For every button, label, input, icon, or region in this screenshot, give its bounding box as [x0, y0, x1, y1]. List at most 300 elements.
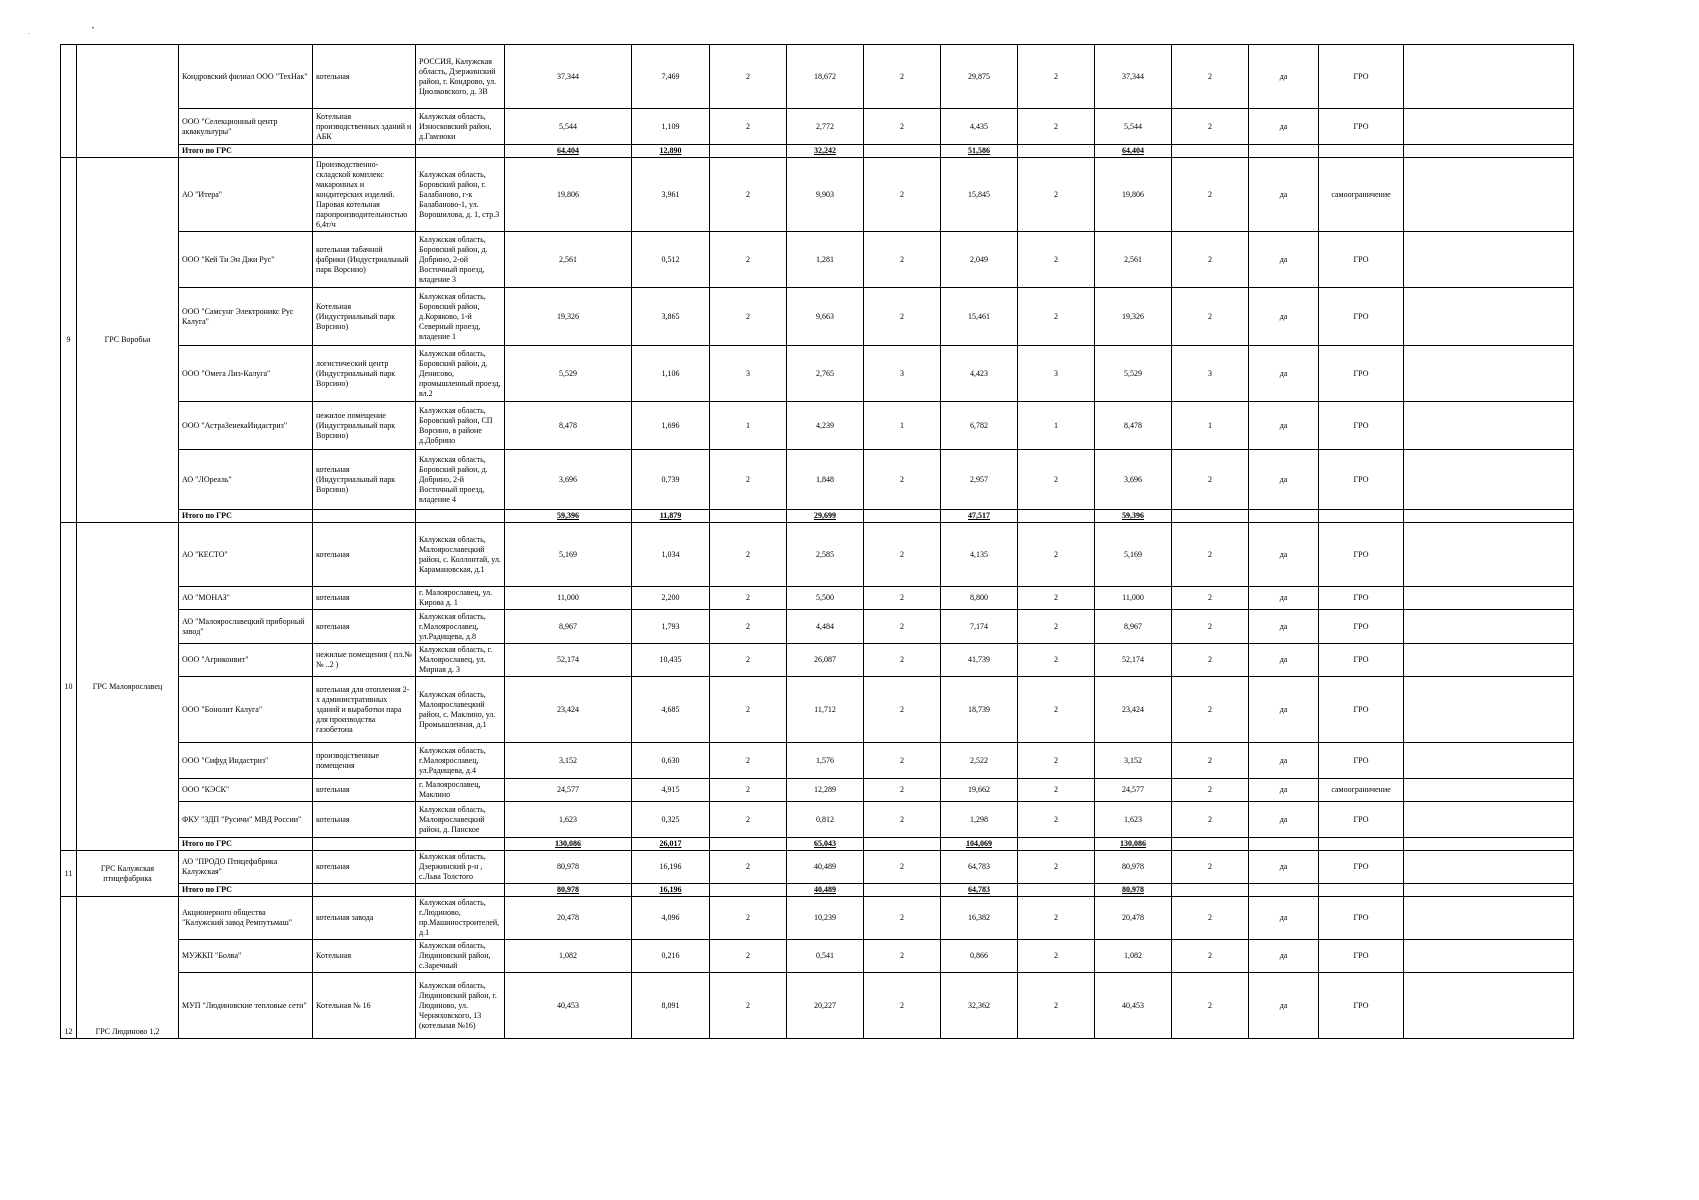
category-cell: 2 [1172, 45, 1249, 109]
category-cell: 2 [710, 644, 787, 677]
consumer-row [61, 523, 1574, 587]
value-cell: 19,806 [1095, 158, 1172, 232]
value-cell: 0,325 [632, 802, 710, 838]
consumer-cell: ООО "Бонолит Калуга" [179, 677, 313, 743]
consumer-row [61, 973, 1574, 1039]
category-cell: 2 [864, 897, 941, 940]
value-cell: 4,096 [632, 897, 710, 940]
empty-cell [1404, 402, 1574, 450]
value-cell: 2,561 [1095, 232, 1172, 288]
value-cell: 0,739 [632, 450, 710, 510]
value-cell: 0,866 [941, 940, 1018, 973]
value-cell: 5,500 [787, 587, 864, 610]
value-cell: 1,082 [1095, 940, 1172, 973]
gas-consumers-table [60, 44, 1574, 1039]
category-cell: 2 [864, 45, 941, 109]
category-cell: 1 [710, 402, 787, 450]
value-cell: 1,082 [505, 940, 632, 973]
agreement-cell: да [1249, 450, 1319, 510]
category-cell: 2 [864, 973, 941, 1039]
agreement-cell: да [1249, 897, 1319, 940]
agreement-cell: да [1249, 940, 1319, 973]
object-cell: котельная [313, 523, 416, 587]
value-cell: 4,484 [787, 610, 864, 644]
regime-cell: ГРО [1319, 677, 1404, 743]
value-cell: 2,561 [505, 232, 632, 288]
address-cell: РОССИЯ, Калужская область, Дзержинский район, г. Кондрово, ул. Циолковского, д. 3В [416, 45, 505, 109]
empty-cell [864, 510, 941, 523]
category-cell: 2 [1018, 288, 1095, 346]
category-cell: 2 [710, 851, 787, 884]
value-cell: 20,478 [1095, 897, 1172, 940]
category-cell: 2 [710, 940, 787, 973]
value-cell: 15,461 [941, 288, 1018, 346]
object-cell: котельная [313, 45, 416, 109]
category-cell: 1 [1018, 402, 1095, 450]
category-cell: 2 [1172, 677, 1249, 743]
consumer-cell: ООО "Агриконвит" [179, 644, 313, 677]
agreement-cell: да [1249, 851, 1319, 884]
group-number: 11 [61, 851, 77, 897]
total-label: Итого по ГРС [179, 510, 313, 523]
object-cell: котельная [313, 851, 416, 884]
consumer-cell: ФКУ "ЗДП "Русичи" МВД России" [179, 802, 313, 838]
empty-cell [1172, 145, 1249, 158]
empty-cell [1404, 940, 1574, 973]
value-cell: 2,049 [941, 232, 1018, 288]
value-cell: 5,529 [1095, 346, 1172, 402]
value-cell: 9,903 [787, 158, 864, 232]
empty-cell [1319, 145, 1404, 158]
category-cell: 2 [1018, 743, 1095, 779]
regime-cell: ГРО [1319, 851, 1404, 884]
category-cell: 2 [1172, 779, 1249, 802]
value-cell: 40,453 [1095, 973, 1172, 1039]
value-cell: 19,326 [505, 288, 632, 346]
address-cell: Калужская область, Малоярославецкий район, с. Коллонтай, ул. Карамановская, д.1 [416, 523, 505, 587]
consumer-cell: АО "Итера" [179, 158, 313, 232]
empty-cell [1404, 802, 1574, 838]
regime-cell: ГРО [1319, 402, 1404, 450]
total-value: 64,404 [505, 145, 632, 158]
value-cell: 23,424 [1095, 677, 1172, 743]
empty-cell [1249, 510, 1319, 523]
regime-cell: ГРО [1319, 973, 1404, 1039]
category-cell: 2 [1018, 677, 1095, 743]
value-cell: 7,174 [941, 610, 1018, 644]
address-cell: г. Малоярославец, Маклино [416, 779, 505, 802]
address-cell: Калужская область, г. Малоярославец, ул. Мирная д. 3 [416, 644, 505, 677]
value-cell: 52,174 [1095, 644, 1172, 677]
value-cell: 7,469 [632, 45, 710, 109]
category-cell: 2 [864, 158, 941, 232]
address-cell: Калужская область, г.Людиново, пр.Машиностроителей, д.1 [416, 897, 505, 940]
consumer-row [61, 743, 1574, 779]
category-cell: 2 [1172, 940, 1249, 973]
category-cell: 2 [710, 109, 787, 145]
agreement-cell: да [1249, 109, 1319, 145]
total-value: 29,699 [787, 510, 864, 523]
empty-cell [1172, 510, 1249, 523]
empty-cell [710, 145, 787, 158]
empty-cell [710, 884, 787, 897]
empty-cell [1404, 145, 1574, 158]
regime-cell: ГРО [1319, 346, 1404, 402]
category-cell: 2 [1172, 851, 1249, 884]
value-cell: 2,200 [632, 587, 710, 610]
value-cell: 0,812 [787, 802, 864, 838]
value-cell: 80,978 [505, 851, 632, 884]
category-cell: 2 [864, 779, 941, 802]
grs-name: ГРС Малоярославец [77, 523, 179, 851]
total-value: 51,586 [941, 145, 1018, 158]
value-cell: 5,169 [1095, 523, 1172, 587]
agreement-cell: да [1249, 973, 1319, 1039]
category-cell: 2 [710, 523, 787, 587]
object-cell: котельная табачной фабрики (Индустриальный парк Ворсино) [313, 232, 416, 288]
empty-cell [1404, 851, 1574, 884]
agreement-cell: да [1249, 802, 1319, 838]
object-cell: котельная [313, 802, 416, 838]
value-cell: 11,000 [505, 587, 632, 610]
empty-cell [313, 145, 416, 158]
total-value: 12,890 [632, 145, 710, 158]
total-value: 80,978 [1095, 884, 1172, 897]
address-cell: Калужская область, Боровский район, д. Добрино, 2-ой Восточный проезд, владение 3 [416, 232, 505, 288]
total-row [61, 145, 1574, 158]
category-cell: 2 [710, 973, 787, 1039]
empty-cell [1172, 838, 1249, 851]
address-cell: Калужская область, Людиновский район, с.Заречный [416, 940, 505, 973]
category-cell: 2 [710, 288, 787, 346]
agreement-cell: да [1249, 677, 1319, 743]
empty-cell [1018, 145, 1095, 158]
total-value: 65,043 [787, 838, 864, 851]
category-cell: 3 [710, 346, 787, 402]
consumer-row [61, 450, 1574, 510]
value-cell: 9,663 [787, 288, 864, 346]
value-cell: 4,435 [941, 109, 1018, 145]
address-cell: Калужская область, г.Малоярославец, ул.Радищева, д.4 [416, 743, 505, 779]
category-cell: 2 [1172, 523, 1249, 587]
object-cell: Котельная производственных зданий и АБК [313, 109, 416, 145]
consumer-row [61, 109, 1574, 145]
empty-cell [1404, 450, 1574, 510]
value-cell: 3,961 [632, 158, 710, 232]
group-number [61, 45, 77, 158]
category-cell: 2 [1018, 450, 1095, 510]
value-cell: 1,623 [1095, 802, 1172, 838]
category-cell: 2 [710, 450, 787, 510]
value-cell: 3,152 [505, 743, 632, 779]
value-cell: 52,174 [505, 644, 632, 677]
value-cell: 4,239 [787, 402, 864, 450]
value-cell: 3,152 [1095, 743, 1172, 779]
object-cell: котельная [313, 610, 416, 644]
empty-cell [1404, 232, 1574, 288]
value-cell: 19,806 [505, 158, 632, 232]
category-cell: 2 [864, 610, 941, 644]
category-cell: 2 [710, 743, 787, 779]
address-cell: Калужская область, Боровский район, СП Ворсино, в районе д.Добрино [416, 402, 505, 450]
category-cell: 2 [1018, 779, 1095, 802]
value-cell: 1,281 [787, 232, 864, 288]
category-cell: 2 [1172, 450, 1249, 510]
consumer-cell: ООО "АстраЗенекаИндастриз" [179, 402, 313, 450]
consumer-row [61, 897, 1574, 940]
total-row [61, 884, 1574, 897]
value-cell: 3,696 [505, 450, 632, 510]
total-value: 130,086 [1095, 838, 1172, 851]
category-cell: 2 [1172, 288, 1249, 346]
category-cell: 2 [1018, 851, 1095, 884]
agreement-cell: да [1249, 523, 1319, 587]
empty-cell [1404, 45, 1574, 109]
category-cell: 2 [710, 610, 787, 644]
value-cell: 11,000 [1095, 587, 1172, 610]
consumer-row [61, 802, 1574, 838]
empty-cell [1249, 884, 1319, 897]
value-cell: 8,478 [1095, 402, 1172, 450]
value-cell: 8,800 [941, 587, 1018, 610]
category-cell: 1 [864, 402, 941, 450]
value-cell: 1,848 [787, 450, 864, 510]
address-cell: Калужская область, Дзержинский р-н , с.Льва Толстого [416, 851, 505, 884]
value-cell: 16,382 [941, 897, 1018, 940]
category-cell: 2 [1018, 802, 1095, 838]
consumer-cell: АО "Малоярославецкий приборный завод" [179, 610, 313, 644]
empty-cell [1404, 109, 1574, 145]
category-cell: 1 [1172, 402, 1249, 450]
value-cell: 0,512 [632, 232, 710, 288]
category-cell: 2 [864, 523, 941, 587]
value-cell: 16,196 [632, 851, 710, 884]
category-cell: 2 [1018, 940, 1095, 973]
grs-name: ГРС Калужская птицефабрика [77, 851, 179, 897]
consumer-row [61, 851, 1574, 884]
category-cell: 2 [710, 897, 787, 940]
value-cell: 40,453 [505, 973, 632, 1039]
agreement-cell: да [1249, 610, 1319, 644]
empty-cell [1319, 510, 1404, 523]
empty-cell [1404, 510, 1574, 523]
category-cell: 2 [864, 587, 941, 610]
consumer-cell: МУЖКП "Болва" [179, 940, 313, 973]
value-cell: 2,957 [941, 450, 1018, 510]
object-cell: Котельная (Индустриальный парк Ворсино) [313, 288, 416, 346]
total-label: Итого по ГРС [179, 145, 313, 158]
value-cell: 4,685 [632, 677, 710, 743]
category-cell: 2 [1018, 45, 1095, 109]
category-cell: 2 [1018, 109, 1095, 145]
consumer-cell: МУП "Людиновские тепловые сети" [179, 973, 313, 1039]
empty-cell [1018, 884, 1095, 897]
category-cell: 2 [710, 779, 787, 802]
total-row [61, 838, 1574, 851]
value-cell: 8,967 [505, 610, 632, 644]
value-cell: 0,541 [787, 940, 864, 973]
category-cell: 2 [1018, 523, 1095, 587]
value-cell: 4,423 [941, 346, 1018, 402]
consumer-row [61, 402, 1574, 450]
empty-cell [313, 510, 416, 523]
empty-cell [1018, 510, 1095, 523]
address-cell: г. Малоярославец, ул. Кирова д. 1 [416, 587, 505, 610]
consumer-row [61, 940, 1574, 973]
value-cell: 23,424 [505, 677, 632, 743]
value-cell: 20,227 [787, 973, 864, 1039]
grs-name: ГРС Воробьи [77, 158, 179, 523]
consumer-row [61, 779, 1574, 802]
empty-cell [1404, 838, 1574, 851]
category-cell: 2 [710, 158, 787, 232]
consumer-row [61, 288, 1574, 346]
value-cell: 18,672 [787, 45, 864, 109]
grs-name: ГРС Людиново 1,2 [77, 897, 179, 1039]
value-cell: 2,772 [787, 109, 864, 145]
object-cell: котельная (Индустриальный парк Ворсино) [313, 450, 416, 510]
category-cell: 2 [864, 109, 941, 145]
address-cell: Калужская область, Износковский район, д.Гамзюки [416, 109, 505, 145]
empty-cell [1319, 884, 1404, 897]
agreement-cell: да [1249, 158, 1319, 232]
category-cell: 2 [1172, 232, 1249, 288]
regime-cell: ГРО [1319, 644, 1404, 677]
category-cell: 2 [1172, 743, 1249, 779]
consumer-cell: ООО "Кей Ти Эн Джи Рус" [179, 232, 313, 288]
category-cell: 2 [864, 232, 941, 288]
category-cell: 2 [864, 940, 941, 973]
consumer-cell: АО "ПРОДО Птицефабрика Калужская" [179, 851, 313, 884]
group-number: 9 [61, 158, 77, 523]
category-cell: 2 [1018, 644, 1095, 677]
category-cell: 3 [1172, 346, 1249, 402]
grs-name [77, 45, 179, 158]
empty-cell [1404, 973, 1574, 1039]
value-cell: 1,696 [632, 402, 710, 450]
empty-cell [710, 838, 787, 851]
regime-cell: самоограничение [1319, 158, 1404, 232]
regime-cell: ГРО [1319, 610, 1404, 644]
category-cell: 2 [710, 677, 787, 743]
category-cell: 3 [1018, 346, 1095, 402]
address-cell: Калужская область, Боровский район, г. Балабаново, г-к Балабаново-1, ул. Ворошилова, д. 1, стр.3 [416, 158, 505, 232]
category-cell: 2 [864, 677, 941, 743]
address-cell: Калужская область, г.Малоярославец, ул.Радищева, д.8 [416, 610, 505, 644]
empty-cell [416, 145, 505, 158]
agreement-cell: да [1249, 346, 1319, 402]
total-value: 104,069 [941, 838, 1018, 851]
value-cell: 0,630 [632, 743, 710, 779]
group-number: 12 [61, 897, 77, 1039]
object-cell: котельная [313, 587, 416, 610]
category-cell: 2 [1018, 973, 1095, 1039]
value-cell: 1,034 [632, 523, 710, 587]
total-value: 130,086 [505, 838, 632, 851]
category-cell: 2 [1018, 610, 1095, 644]
object-cell: Производственно-складской комплекс макаронных и кондитерских изделий. Паровая котельная паропроизводительностью 6,4т/ч [313, 158, 416, 232]
empty-cell [313, 884, 416, 897]
empty-cell [1404, 288, 1574, 346]
value-cell: 8,967 [1095, 610, 1172, 644]
empty-cell [1172, 884, 1249, 897]
regime-cell: ГРО [1319, 587, 1404, 610]
value-cell: 1,623 [505, 802, 632, 838]
category-cell: 2 [864, 644, 941, 677]
object-cell: логистический центр (Индустриальный парк Ворсино) [313, 346, 416, 402]
empty-cell [1404, 884, 1574, 897]
object-cell: котельная завода [313, 897, 416, 940]
object-cell: нежилые помещения ( пл.№№ ..2 ) [313, 644, 416, 677]
address-cell: Калужская область, Боровский район, д. Денисово, промышленный проезд, вл.2 [416, 346, 505, 402]
address-cell: Калужская область, Боровский район, д.Коряково, 1-й Северный проезд, владение 1 [416, 288, 505, 346]
value-cell: 5,544 [1095, 109, 1172, 145]
value-cell: 41,739 [941, 644, 1018, 677]
consumer-cell: АО "КЕСТО" [179, 523, 313, 587]
category-cell: 2 [710, 802, 787, 838]
total-row [61, 510, 1574, 523]
empty-cell [1404, 158, 1574, 232]
empty-cell [1404, 897, 1574, 940]
value-cell: 1,298 [941, 802, 1018, 838]
consumer-cell: ООО "Омега Лиз-Калуга" [179, 346, 313, 402]
object-cell: котельная для отопления 2-х административных зданий и выработки пара для производства газобетона [313, 677, 416, 743]
value-cell: 19,326 [1095, 288, 1172, 346]
category-cell: 2 [1172, 109, 1249, 145]
value-cell: 4,915 [632, 779, 710, 802]
object-cell: нежилое помещение (Индустриальный парк Ворсино) [313, 402, 416, 450]
agreement-cell: да [1249, 779, 1319, 802]
agreement-cell: да [1249, 45, 1319, 109]
agreement-cell: да [1249, 288, 1319, 346]
regime-cell: ГРО [1319, 523, 1404, 587]
regime-cell: ГРО [1319, 450, 1404, 510]
consumer-row [61, 677, 1574, 743]
category-cell: 2 [864, 288, 941, 346]
empty-cell [1404, 677, 1574, 743]
category-cell: 2 [1172, 610, 1249, 644]
value-cell: 40,489 [787, 851, 864, 884]
empty-cell [1404, 779, 1574, 802]
value-cell: 4,135 [941, 523, 1018, 587]
value-cell: 6,782 [941, 402, 1018, 450]
value-cell: 80,978 [1095, 851, 1172, 884]
empty-cell [864, 838, 941, 851]
consumer-row [61, 232, 1574, 288]
scan-mark: . [28, 30, 30, 36]
consumer-row [61, 587, 1574, 610]
address-cell: Калужская область, Людиновский район, г. Людиново, ул. Черняховского, 13 (котельная №16) [416, 973, 505, 1039]
value-cell: 5,544 [505, 109, 632, 145]
object-cell: котельная [313, 779, 416, 802]
category-cell: 2 [1172, 973, 1249, 1039]
empty-cell [416, 838, 505, 851]
regime-cell: ГРО [1319, 45, 1404, 109]
total-value: 64,783 [941, 884, 1018, 897]
empty-cell [1404, 610, 1574, 644]
value-cell: 24,577 [1095, 779, 1172, 802]
total-value: 16,196 [632, 884, 710, 897]
value-cell: 26,087 [787, 644, 864, 677]
category-cell: 2 [710, 232, 787, 288]
regime-cell: ГРО [1319, 743, 1404, 779]
consumer-cell: Кондровский филиал ООО "ТехНак" [179, 45, 313, 109]
empty-cell [864, 145, 941, 158]
value-cell: 1,793 [632, 610, 710, 644]
total-value: 11,879 [632, 510, 710, 523]
empty-cell [710, 510, 787, 523]
empty-cell [1404, 644, 1574, 677]
